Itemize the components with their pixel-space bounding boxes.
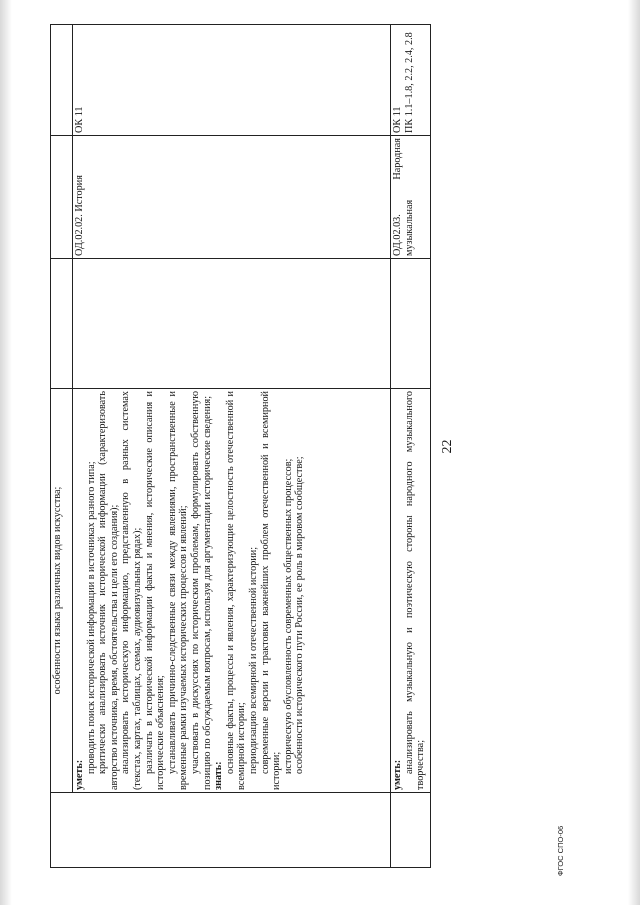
knowledge-item: историческую обусловленность современных общественных процессов; xyxy=(282,458,294,774)
competencies-cell xyxy=(73,25,391,136)
table-row xyxy=(73,25,391,868)
footer-label: ФГОС СПО-06 xyxy=(556,825,565,876)
skills-cell xyxy=(73,389,391,793)
discipline-cell xyxy=(51,136,73,259)
knowledge-item: периодизацию всемирной и отечественной истории; xyxy=(247,546,259,774)
index-cell xyxy=(51,793,391,868)
skill-item: устанавливать причинно-следственные связи между явлениями, пространственные и временные рамки изучаемых исторических процессов и явлений; xyxy=(166,391,190,790)
umet-label: уметь: xyxy=(392,759,403,790)
znat-label: знать: xyxy=(213,761,225,790)
skills-cell xyxy=(391,389,431,793)
skill-item: проводить поиск исторической информации в источниках разного типа; xyxy=(85,461,97,774)
hours-cell xyxy=(51,259,73,389)
scan-edge-left xyxy=(0,0,12,905)
competencies-cell xyxy=(51,25,73,136)
index-cell xyxy=(391,793,431,868)
standards-table xyxy=(50,24,431,868)
discipline-name: ОД.02.03. Народная музыкальная xyxy=(392,138,415,256)
hours-cell xyxy=(391,259,431,389)
hours-cell xyxy=(73,259,391,389)
discipline-cell xyxy=(391,136,431,259)
skill-item: различать в исторической информации факты и мнения, исторические описания и исторические объяснения; xyxy=(143,391,167,790)
skill-item: участвовать в дискуссиях по историческим проблемам, формулировать собственную позицию по обсуждаемым вопросам, используя для аргументации исторические сведения; xyxy=(189,391,213,790)
competency-codes: ОК 11 ПК 1.1–1.8, 2.2, 2.4, 2.8 xyxy=(392,32,415,133)
skills-cell xyxy=(51,389,73,793)
knowledge-item: основные факты, процессы и явления, характеризующие целостность отечественной и всемирной истории; xyxy=(224,391,248,790)
skill-item: анализировать историческую информацию, представленную в разных системах (текстах, картах, таблицах, схемах, аудиовизуальных рядах); xyxy=(120,391,143,790)
page-number: 22 xyxy=(440,439,455,454)
rotated-page xyxy=(50,25,565,876)
discipline-name: ОД.02.02. История xyxy=(74,175,85,256)
skill-item: критически анализировать источник исторической информации (характеризовать авторство источника, время, обстоятельства и цели его создания); xyxy=(97,391,120,790)
competencies-cell xyxy=(391,25,431,136)
discipline-cell xyxy=(73,136,391,259)
knowledge-item: современные версии и трактовки важнейших проблем отечественной и всемирной истории; xyxy=(259,391,283,790)
table-row xyxy=(391,25,431,868)
skill-item: анализировать музыкальную и поэтическую стороны народного музыкального творчества; xyxy=(403,391,427,790)
umet-label: уметь: xyxy=(74,759,85,790)
knowledge-item: особенности исторического пути России, ее роль в мировом сообществе; xyxy=(294,456,306,774)
competency-codes: ОК 11 xyxy=(74,106,85,133)
table-row xyxy=(51,25,73,868)
scan-edge-right xyxy=(628,0,640,905)
skills-continuation: особенности языка различных видов искусства; xyxy=(52,486,63,695)
